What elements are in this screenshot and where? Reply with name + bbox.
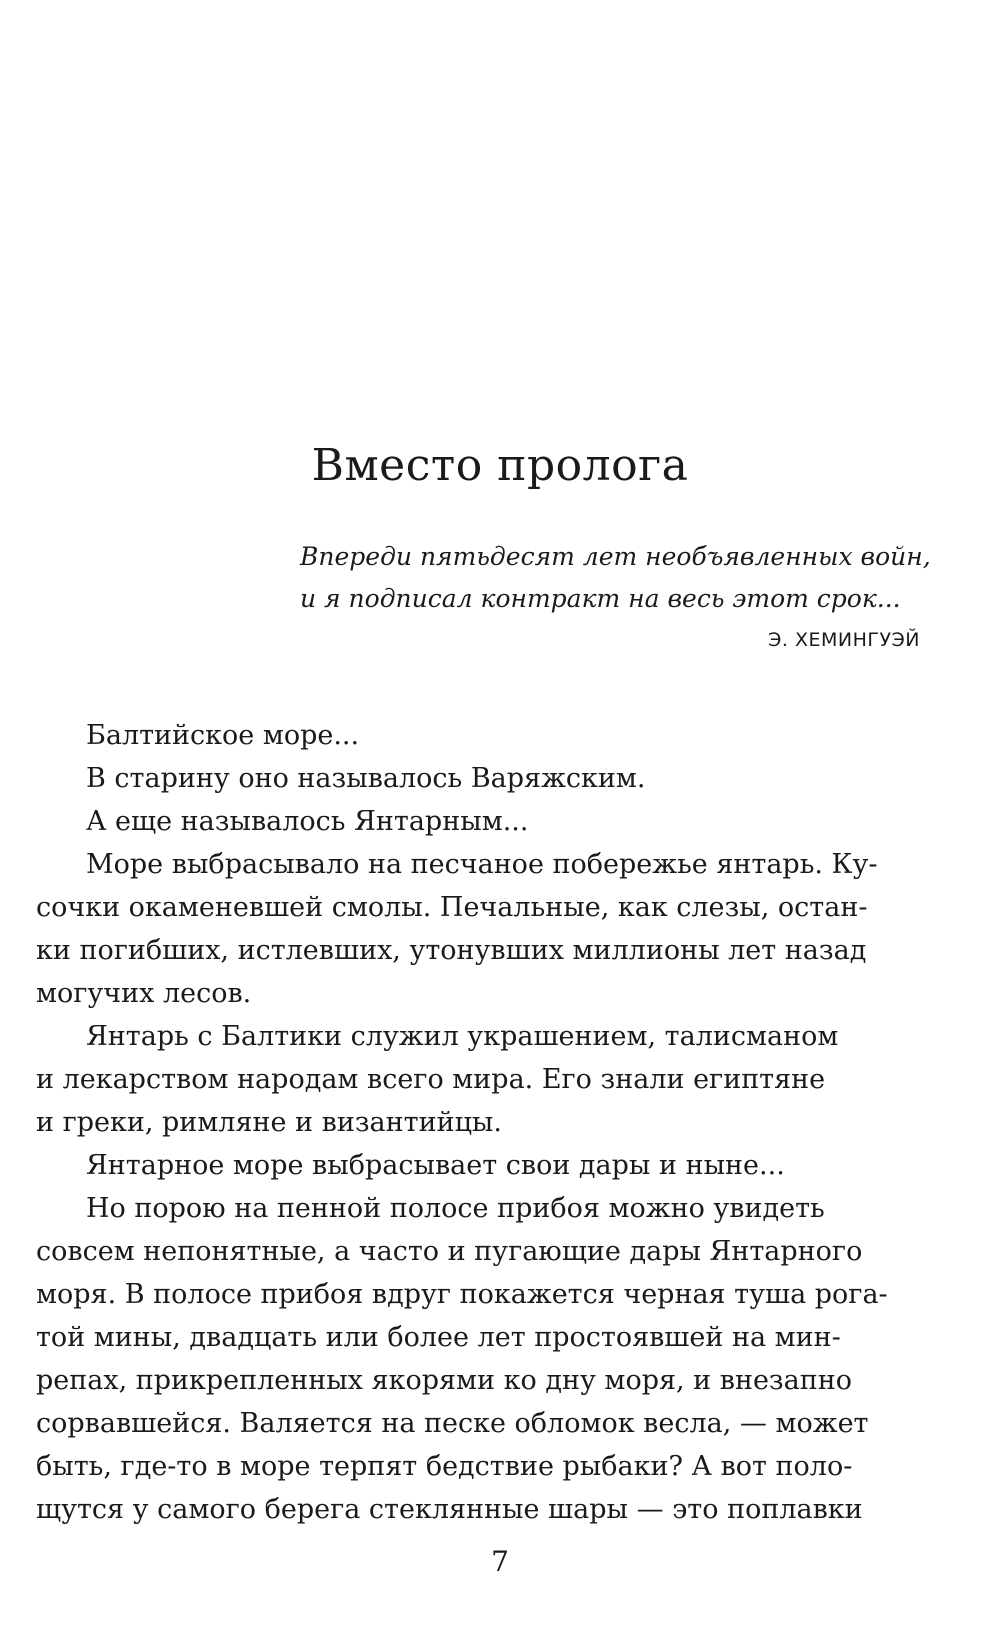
text-line: репах, прикрепленных якорями ко дну моря, и внезапно — [36, 1365, 852, 1396]
text-line: той мины, двадцать или более лет простоявшей на мин- — [36, 1322, 841, 1353]
epigraph-line: и я подписал контракт на весь этот срок... — [300, 584, 901, 613]
text-line: и греки, римляне и византийцы. — [36, 1107, 503, 1138]
epigraph-author: Э. ХЕМИНГУЭЙ — [768, 629, 920, 651]
page-number: 7 — [491, 1545, 509, 1578]
text-line: щутся у самого берега стеклянные шары — это поплавки — [36, 1494, 863, 1525]
text-line: совсем непонятные, а часто и пугающие дары Янтарного — [36, 1236, 863, 1267]
text-line: Янтарное море выбрасывает свои дары и ныне... — [86, 1150, 785, 1181]
text-line: А еще называлось Янтарным... — [86, 806, 529, 837]
epigraph — [300, 536, 931, 620]
text-line: сочки окаменевшей смолы. Печальные, как слезы, остан- — [36, 892, 868, 923]
text-line: моря. В полосе прибоя вдруг покажется черная туша рога- — [36, 1279, 888, 1310]
text-line: В старину оно называлось Варяжским. — [86, 763, 646, 794]
body-text — [36, 714, 916, 1531]
text-line: Балтийское море... — [86, 720, 360, 751]
text-line: Море выбрасывало на песчаное побережье янтарь. Ку- — [86, 849, 878, 880]
text-line: Но порою на пенной полосе прибоя можно увидеть — [86, 1193, 825, 1224]
text-line: Янтарь с Балтики служил украшением, талисманом — [86, 1021, 839, 1052]
text-line: могучих лесов. — [36, 978, 252, 1009]
chapter-title: Вместо пролога — [311, 440, 689, 491]
epigraph-line: Впереди пятьдесят лет необъявленных войн, — [300, 542, 931, 571]
text-line: сорвавшейся. Валяется на песке обломок весла, — может — [36, 1408, 869, 1439]
text-line: ки погибших, истлевших, утонувших миллионы лет назад — [36, 935, 867, 966]
text-line: и лекарством народам всего мира. Его знали египтяне — [36, 1064, 826, 1095]
text-line: быть, где-то в море терпят бедствие рыбаки? А вот поло- — [36, 1451, 853, 1482]
